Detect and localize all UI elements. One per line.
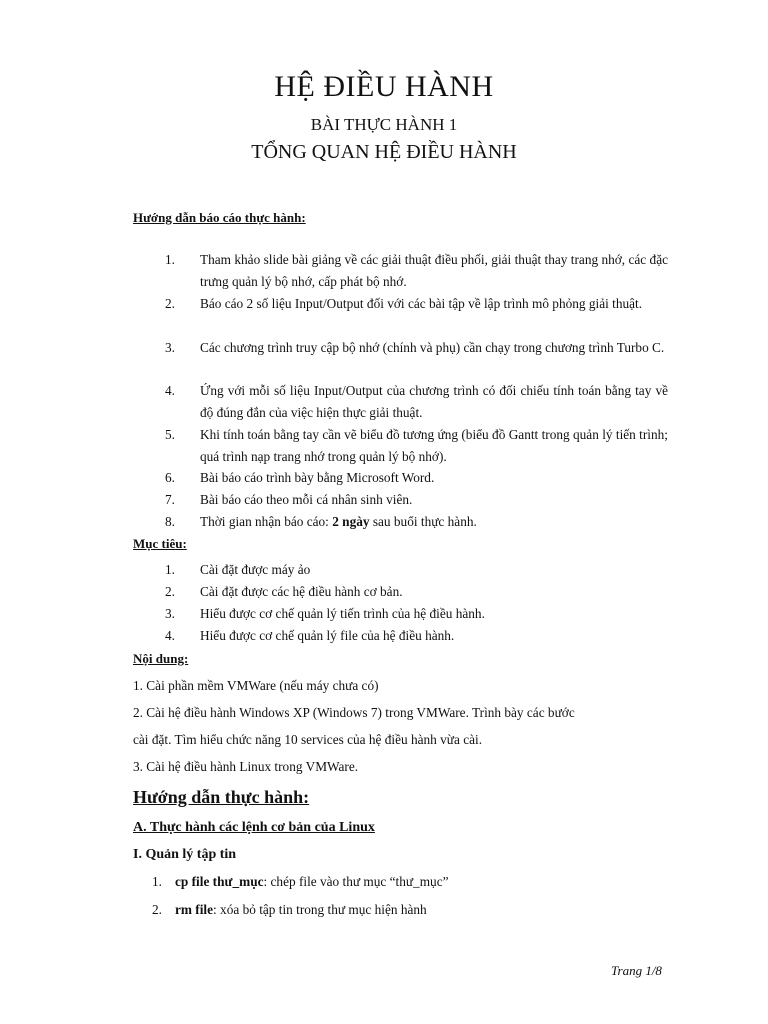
- content-line: 3. Cài hệ điều hành Linux trong VMWare.: [133, 759, 359, 774]
- list-number: 7.: [165, 492, 175, 507]
- deadline-prefix: Thời gian nhận báo cáo:: [200, 514, 333, 529]
- list-number: 1.: [165, 562, 175, 577]
- list-text: Bài báo cáo trình bày bằng Microsoft Word.: [200, 470, 435, 485]
- list-text: Cài đặt được các hệ điều hành cơ bản.: [200, 584, 403, 599]
- command-item: [175, 902, 427, 918]
- content-line: 1. Cài phần mềm VMWare (nếu máy chưa có): [133, 678, 379, 693]
- list-number: 1.: [152, 874, 162, 889]
- deadline-suffix: sau buổi thực hành.: [369, 514, 477, 529]
- list-text: Tham khảo slide bài giảng về các giải thuật điều phối, giải thuật thay trang nhớ, các đặc trưng quản lý bộ nhớ, cấp phát bộ nhớ.: [200, 252, 668, 289]
- document-title: HỆ ĐIỀU HÀNH: [274, 70, 494, 103]
- section-i-heading: I. Quản lý tập tin: [133, 847, 237, 862]
- command-name: cp file thư_mục: [175, 874, 264, 889]
- list-number: 1.: [165, 252, 175, 267]
- list-text: Cài đặt được máy ảo: [200, 562, 311, 577]
- list-number: 6.: [165, 470, 175, 485]
- list-number: 3.: [165, 340, 175, 355]
- goals-heading: Mục tiêu:: [133, 536, 187, 551]
- command-name: rm file: [175, 902, 214, 917]
- content-heading: Nội dung:: [133, 651, 189, 666]
- content-line: cài đặt. Tìm hiểu chức năng 10 services của hệ điều hành vừa cài.: [133, 732, 483, 747]
- list-number: 3.: [165, 606, 175, 621]
- command-description: : xóa bỏ tập tin trong thư mục hiện hành: [213, 902, 427, 917]
- list-number: 2.: [152, 902, 162, 917]
- page-number: Trang 1/8: [611, 963, 662, 978]
- report-guide-heading: Hướng dẫn báo cáo thực hành:: [133, 210, 306, 225]
- list-number: 5.: [165, 427, 175, 442]
- list-number: 2.: [165, 584, 175, 599]
- list-number: 2.: [165, 296, 175, 311]
- list-text: Bài báo cáo theo mỗi cá nhân sinh viên.: [200, 492, 413, 507]
- list-text: Ứng với mỗi số liệu Input/Output của chương trình có đối chiếu tính toán bằng tay về độ đúng đắn của việc hiện thực giải thuật.: [200, 383, 668, 420]
- lab-title: TỔNG QUAN HỆ ĐIỀU HÀNH: [251, 141, 517, 163]
- list-number: 4.: [165, 628, 175, 643]
- list-text: Hiểu được cơ chế quản lý file của hệ điều hành.: [200, 628, 455, 643]
- content-line: 2. Cài hệ điều hành Windows XP (Windows 7) trong VMWare. Trình bày các bước: [133, 705, 575, 720]
- list-text: Hiểu được cơ chế quản lý tiến trình của hệ điều hành.: [200, 606, 485, 621]
- command-item: [175, 874, 449, 890]
- deadline-value: 2 ngày: [332, 514, 370, 529]
- lab-number: BÀI THỰC HÀNH 1: [310, 115, 458, 134]
- list-text: Các chương trình truy cập bộ nhớ (chính và phụ) cần chạy trong chương trình Turbo C.: [200, 340, 665, 355]
- command-description: : chép file vào thư mục “thư_mục”: [263, 874, 449, 889]
- list-text: Khi tính toán bằng tay cần vẽ biểu đồ tương ứng (biểu đồ Gantt trong quản lý tiến trình; quá trình nạp trang nhớ trong quản lý bộ nhớ).: [200, 427, 668, 464]
- list-text: [200, 511, 668, 533]
- list-number: 8.: [165, 514, 175, 529]
- list-text: Báo cáo 2 số liệu Input/Output đối với các bài tập về lập trình mô phỏng giải thuật.: [200, 296, 643, 311]
- list-number: 4.: [165, 383, 175, 398]
- practice-heading: Hướng dẫn thực hành:: [133, 787, 310, 807]
- section-a-heading: A. Thực hành các lệnh cơ bản của Linux: [133, 820, 375, 835]
